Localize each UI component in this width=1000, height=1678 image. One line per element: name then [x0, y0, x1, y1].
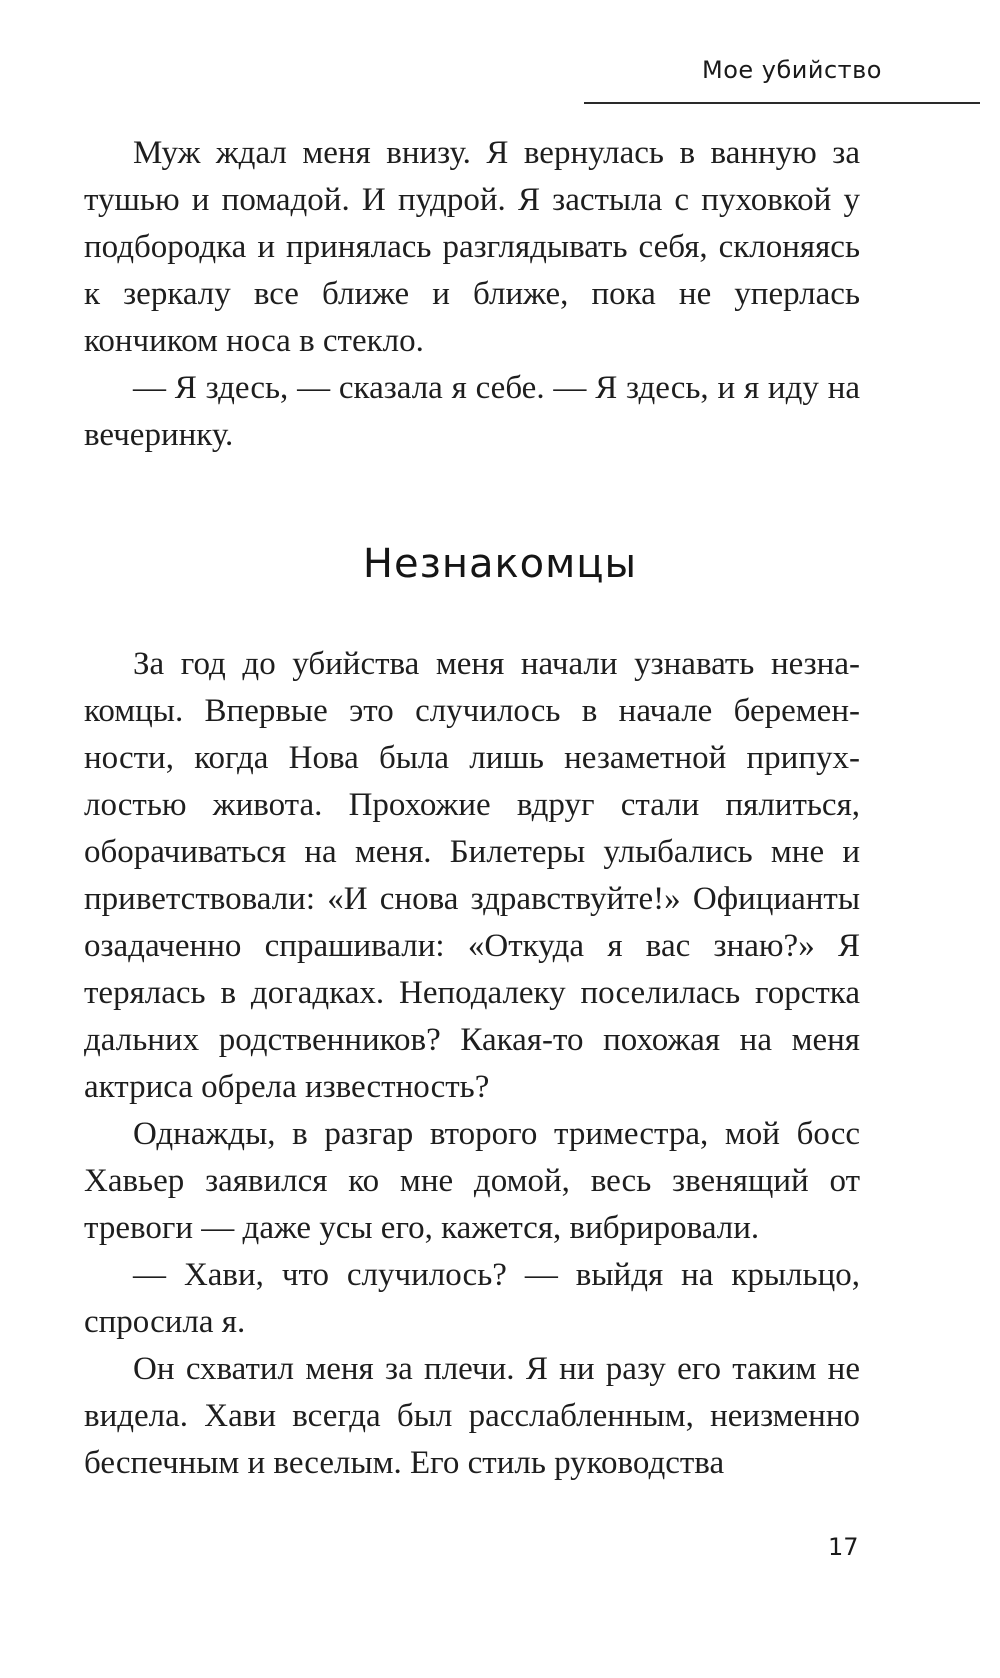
- paragraph: — Хави, что случилось? — выйдя на крыльцо, спросила я.: [84, 1257, 860, 1340]
- header-rule: [584, 102, 980, 104]
- text-block-chapter: [84, 641, 860, 1487]
- paragraph: За год до убийства меня начали узнавать незнакомцы. Впервые это случилось в начале беременности, когда Нова была лишь незаметной припухлостью живота. Прохожие вдруг стали пялиться, оборачиваться на меня. Билетеры улыбались мне и приветствовали: «И снова здравствуйте!» Официанты озадаченно спрашивали: «Откуда я вас знаю?» Я терялась в догадках. Неподалеку поселилась горстка дальних родственников? Какая-то похожая на меня актриса обрела известность?: [84, 646, 860, 1105]
- page-number: 17: [828, 1533, 859, 1561]
- running-title: Мое убийство: [702, 56, 882, 84]
- paragraph: Однажды, в разгар второго триместра, мой босс Хавьер заявился ко мне домой, весь звенящий от тревоги — даже усы его, кажется, вибрировали.: [84, 1116, 860, 1246]
- text-block-opening: [84, 130, 860, 459]
- chapter-title: Незнакомцы: [362, 541, 638, 587]
- paragraph: Он схватил меня за плечи. Я ни разу его таким не видела. Хави всегда был расслабленным, неизменно беспечным и веселым. Его стиль руководства: [84, 1351, 860, 1481]
- paragraph: Муж ждал меня внизу. Я вернулась в ванную за тушью и помадой. И пудрой. Я застыла с пуховкой у подбородка и принялась разглядывать себя, склоняясь к зеркалу все ближе и ближе, пока не уперлась кончиком носа в стекло.: [84, 135, 860, 359]
- paragraph: — Я здесь, — сказала я себе. — Я здесь, и я иду на вечеринку.: [84, 370, 860, 453]
